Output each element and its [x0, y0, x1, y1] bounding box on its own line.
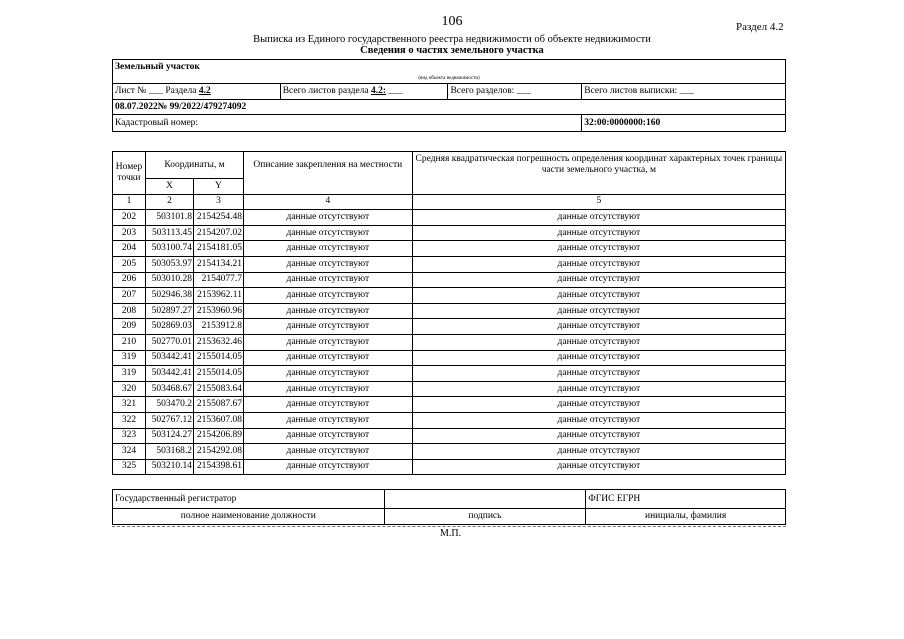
total-sheets-label: Всего листов выписки: — [584, 86, 678, 96]
coord-x: 503124.27 — [145, 428, 193, 444]
point-number: 322 — [113, 412, 146, 428]
point-number: 206 — [113, 272, 146, 288]
error-value: данные отсутствуют — [412, 256, 785, 272]
agency-label: ФГИС ЕГРН — [586, 490, 786, 509]
col-num-4: 4 — [243, 194, 412, 210]
point-number: 209 — [113, 319, 146, 335]
table-row — [113, 444, 786, 460]
table-row — [113, 319, 786, 335]
fixing-description: данные отсутствуют — [243, 210, 412, 226]
fixing-description: данные отсутствуют — [243, 444, 412, 460]
error-value: данные отсутствуют — [412, 334, 785, 350]
coord-x: 502897.27 — [145, 303, 193, 319]
fixing-description: данные отсутствуют — [243, 334, 412, 350]
document-title: Выписка из Единого государственного реестра недвижимости об объекте недвижимости — [253, 34, 651, 45]
coord-y: 2155014.05 — [193, 350, 243, 366]
cadastral-number: 32:00:0000000:160 — [582, 115, 786, 132]
table-row — [113, 381, 786, 397]
fixing-description: данные отсутствуют — [243, 319, 412, 335]
point-number: 203 — [113, 225, 146, 241]
coord-x: 503113.45 — [145, 225, 193, 241]
fixing-description: данные отсутствуют — [243, 225, 412, 241]
fixing-description: данные отсутствуют — [243, 366, 412, 382]
table-row — [113, 334, 786, 350]
point-number: 208 — [113, 303, 146, 319]
error-value: данные отсутствуют — [412, 459, 785, 475]
coord-y: 2155083.64 — [193, 381, 243, 397]
coord-x: 503210.14 — [145, 459, 193, 475]
document-subtitle: Сведения о частях земельного участка — [360, 45, 544, 56]
error-value: данные отсутствуют — [412, 350, 785, 366]
col-error-header: Средняя квадратическая погрешность определения координат характерных точек границы части земельного участка, м — [412, 152, 785, 179]
total-sections-label: Всего разделов: — [450, 86, 515, 96]
col-coords-header: Координаты, м — [145, 152, 243, 179]
total-sheets-cell: Всего листов выписки: ___ — [582, 84, 786, 100]
error-value: данные отсутствуют — [412, 319, 785, 335]
sheet-number-cell: Лист № ___ Раздела 4.2 — [113, 84, 281, 100]
coord-x: 503100.74 — [145, 241, 193, 257]
error-value: данные отсутствуют — [412, 303, 785, 319]
signature-table — [112, 489, 786, 525]
error-value: данные отсутствуют — [412, 381, 785, 397]
point-number: 205 — [113, 256, 146, 272]
error-value: данные отсутствуют — [412, 272, 785, 288]
coord-y: 2155014.05 — [193, 366, 243, 382]
coord-y: 2154206.89 — [193, 428, 243, 444]
coord-y: 2154207.02 — [193, 225, 243, 241]
points-table — [112, 151, 786, 475]
header-table — [112, 59, 786, 132]
point-number: 202 — [113, 210, 146, 226]
coord-x: 503442.41 — [145, 350, 193, 366]
fixing-description: данные отсутствуют — [243, 350, 412, 366]
table-row — [113, 397, 786, 413]
point-number: 324 — [113, 444, 146, 460]
position-caption: полное наименование должности — [113, 509, 385, 525]
fixing-description: данные отсутствуют — [243, 412, 412, 428]
point-number: 319 — [113, 366, 146, 382]
error-value: данные отсутствуют — [412, 444, 785, 460]
sheet-label: Лист № — [115, 86, 147, 96]
col-desc-header: Описание закрепления на местности — [243, 152, 412, 179]
point-number: 207 — [113, 288, 146, 304]
table-row — [113, 303, 786, 319]
table-row — [113, 412, 786, 428]
col-point-header: Номер точки — [113, 152, 146, 195]
col-num-5: 5 — [412, 194, 785, 210]
coord-y: 2153962.11 — [193, 288, 243, 304]
coord-x: 503101.8 — [145, 210, 193, 226]
point-number: 323 — [113, 428, 146, 444]
date-number: 08.07.2022№ 99/2022/479274092 — [113, 100, 786, 115]
table-row — [113, 350, 786, 366]
table-row — [113, 428, 786, 444]
total-section-sheets-cell: Всего листов раздела 4.2: ___ — [280, 84, 448, 100]
point-number: 325 — [113, 459, 146, 475]
name-caption: инициалы, фамилия — [586, 509, 786, 525]
error-value: данные отсутствуют — [412, 241, 785, 257]
coord-y: 2154292.08 — [193, 444, 243, 460]
section-ref: Раздела — [165, 86, 197, 96]
total-section-sheets-num: 4.2: — [371, 86, 387, 96]
fixing-description: данные отсутствуют — [243, 256, 412, 272]
coord-y: 2154181.05 — [193, 241, 243, 257]
table-row — [113, 272, 786, 288]
point-number: 210 — [113, 334, 146, 350]
fixing-description: данные отсутствуют — [243, 288, 412, 304]
table-row — [113, 210, 786, 226]
coord-x: 503470.2 — [145, 397, 193, 413]
col-y-header: Y — [193, 179, 243, 195]
error-value: данные отсутствуют — [412, 210, 785, 226]
coord-y: 2155087.67 — [193, 397, 243, 413]
section-label: Раздел 4.2 — [736, 21, 784, 33]
coord-x: 503468.67 — [145, 381, 193, 397]
coord-x: 503010.28 — [145, 272, 193, 288]
point-number: 320 — [113, 381, 146, 397]
object-type: Земельный участок — [113, 60, 786, 75]
table-row — [113, 225, 786, 241]
fixing-description: данные отсутствуют — [243, 303, 412, 319]
error-value: данные отсутствуют — [412, 397, 785, 413]
error-value: данные отсутствуют — [412, 366, 785, 382]
coord-y: 2153632.46 — [193, 334, 243, 350]
registrar-label: Государственный регистратор — [113, 490, 385, 509]
fixing-description: данные отсутствуют — [243, 397, 412, 413]
col-num-2: 2 — [145, 194, 193, 210]
table-row — [113, 288, 786, 304]
error-value: данные отсутствуют — [412, 225, 785, 241]
fixing-description: данные отсутствуют — [243, 428, 412, 444]
table-row — [113, 366, 786, 382]
coord-x: 502869.03 — [145, 319, 193, 335]
point-number: 319 — [113, 350, 146, 366]
total-section-sheets-label: Всего листов раздела — [282, 86, 369, 96]
stamp-label: М.П. — [440, 528, 462, 539]
coord-y: 2153912.8 — [193, 319, 243, 335]
error-value: данные отсутствуют — [412, 428, 785, 444]
total-sections-cell: Всего разделов: ___ — [448, 84, 582, 100]
error-value: данные отсутствуют — [412, 412, 785, 428]
col-num-3: 3 — [193, 194, 243, 210]
fixing-description: данные отсутствуют — [243, 272, 412, 288]
coord-y: 2153960.96 — [193, 303, 243, 319]
error-value: данные отсутствуют — [412, 288, 785, 304]
coord-x: 503053.97 — [145, 256, 193, 272]
table-row — [113, 256, 786, 272]
object-caption: (вид объекта недвижимости) — [113, 74, 786, 84]
point-number: 204 — [113, 241, 146, 257]
fixing-description: данные отсутствуют — [243, 241, 412, 257]
coord-y: 2154398.61 — [193, 459, 243, 475]
divider — [112, 526, 786, 527]
coord-y: 2154134.21 — [193, 256, 243, 272]
coord-y: 2153607.08 — [193, 412, 243, 428]
coord-x: 503442.41 — [145, 366, 193, 382]
coord-y: 2154254.48 — [193, 210, 243, 226]
coord-x: 502767.12 — [145, 412, 193, 428]
section-ref-num: 4.2 — [198, 86, 211, 96]
coord-x: 502770.01 — [145, 334, 193, 350]
cadastral-label: Кадастровый номер: — [113, 115, 448, 132]
table-row — [113, 241, 786, 257]
fixing-description: данные отсутствуют — [243, 459, 412, 475]
table-row — [113, 459, 786, 475]
col-x-header: X — [145, 179, 193, 195]
signature-caption: подпись — [384, 509, 586, 525]
fixing-description: данные отсутствуют — [243, 381, 412, 397]
point-number: 321 — [113, 397, 146, 413]
coord-x: 502946.38 — [145, 288, 193, 304]
page-number: 106 — [441, 14, 463, 29]
col-num-1: 1 — [113, 194, 146, 210]
coord-x: 503168.2 — [145, 444, 193, 460]
coord-y: 2154077.7 — [193, 272, 243, 288]
